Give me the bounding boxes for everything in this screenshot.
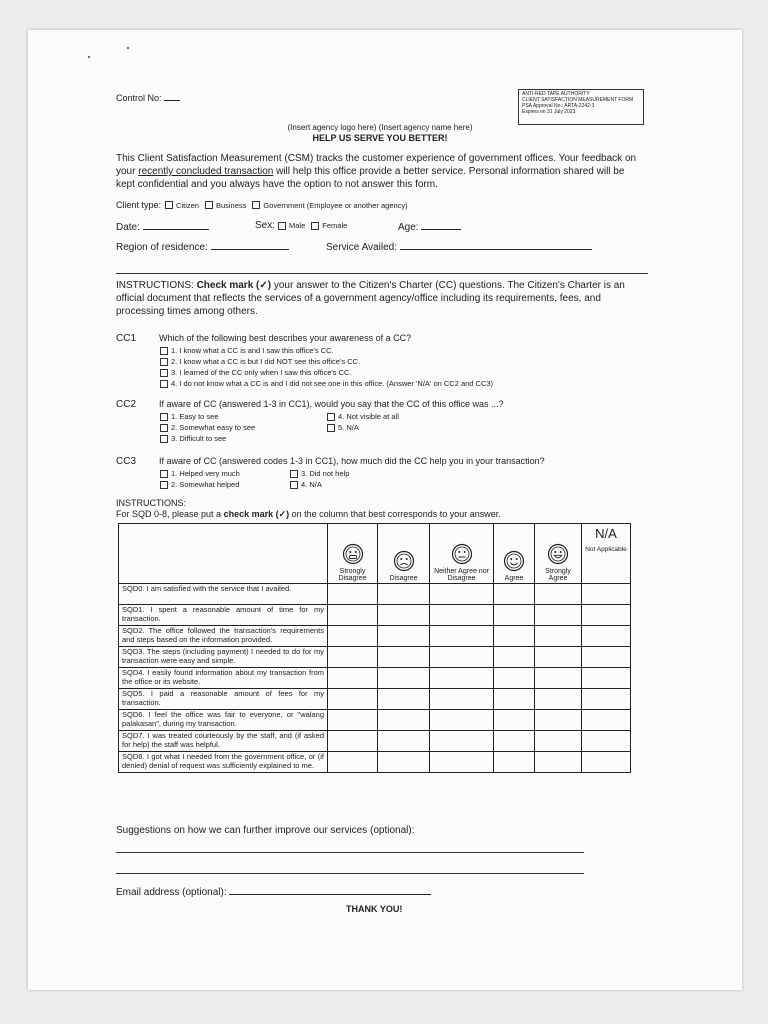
table-row bbox=[119, 668, 631, 689]
neutral-face-icon bbox=[451, 543, 473, 565]
rating-cell[interactable] bbox=[494, 731, 535, 752]
column-label: Strongly Agree bbox=[545, 568, 571, 582]
date-field bbox=[116, 220, 209, 233]
client-type-business-checkbox[interactable] bbox=[205, 201, 213, 209]
service-input[interactable] bbox=[400, 240, 592, 250]
scan-speck bbox=[88, 56, 90, 58]
rating-cell[interactable] bbox=[582, 731, 631, 752]
checkbox[interactable] bbox=[160, 424, 168, 432]
stamp-line: PSA Approval No.: ARTA-2242-3 bbox=[522, 103, 595, 109]
sad-face-icon bbox=[393, 550, 415, 572]
option-label: 4. N/A bbox=[301, 480, 322, 489]
checkbox[interactable] bbox=[327, 413, 335, 421]
instructions-lead: INSTRUCTIONS: bbox=[116, 280, 194, 291]
sex-field bbox=[255, 220, 347, 231]
rating-cell[interactable] bbox=[535, 626, 582, 647]
cc3-option-4[interactable] bbox=[290, 480, 322, 489]
rating-cell[interactable] bbox=[378, 731, 430, 752]
rating-cell[interactable] bbox=[430, 710, 494, 731]
client-type-citizen-checkbox[interactable] bbox=[165, 201, 173, 209]
option-label: 2. I know what a CC is but I did NOT see this office's CC. bbox=[171, 357, 361, 366]
rating-cell[interactable] bbox=[430, 626, 494, 647]
checkbox-label: Female bbox=[322, 221, 348, 230]
checkbox[interactable] bbox=[160, 347, 168, 355]
rating-cell[interactable] bbox=[378, 626, 430, 647]
sqd-instructions-heading: INSTRUCTIONS: bbox=[116, 498, 187, 508]
control-no-field bbox=[116, 91, 180, 103]
rating-cell[interactable] bbox=[582, 689, 631, 710]
sqd-statement: SQD1. I spent a reasonable amount of time for my transaction. bbox=[119, 605, 328, 626]
checkbox[interactable] bbox=[160, 435, 168, 443]
intro-underlined: recently concluded transaction bbox=[138, 166, 274, 177]
cc2-option-5[interactable] bbox=[327, 423, 359, 432]
cc1-option-1[interactable] bbox=[160, 346, 334, 355]
intro-text: This Client Satisfaction Measurement (CSM) tracks the customer experience of government offices. Your feedback on your bbox=[116, 153, 637, 177]
sex-female-checkbox[interactable] bbox=[311, 222, 319, 230]
table-row bbox=[119, 584, 631, 605]
instructions-text: your answer to the Citizen's Charter (CC) questions. The Citizen's Charter is an official document that reflects the services of a government agency/office including its requirements, fees, and processing times among others. bbox=[116, 280, 625, 317]
region-label: Region of residence: bbox=[116, 242, 208, 253]
rating-cell[interactable] bbox=[535, 731, 582, 752]
date-input[interactable] bbox=[143, 220, 209, 230]
email-field bbox=[116, 885, 431, 898]
option-label: 4. Not visible at all bbox=[338, 412, 399, 421]
stamp-line: Expires on 31 July 2023 bbox=[522, 109, 576, 115]
option-label: 1. Helped very much bbox=[171, 469, 240, 478]
sqd-rating-table bbox=[118, 523, 631, 773]
rating-cell[interactable] bbox=[378, 605, 430, 626]
suggestions-line-2[interactable] bbox=[116, 873, 584, 874]
option-label: 2. Somewhat helped bbox=[171, 480, 240, 489]
smile-face-icon bbox=[503, 550, 525, 572]
sqd-statement: SQD8. I got what I needed from the government office, or (if denied) denial of request was sufficiently explained to me. bbox=[119, 752, 328, 773]
rating-cell[interactable] bbox=[494, 752, 535, 773]
region-input[interactable] bbox=[211, 240, 289, 250]
sqd-statement: SQD4. I easily found information about my transaction from the office or its website. bbox=[119, 668, 328, 689]
checkbox[interactable] bbox=[290, 470, 298, 478]
suggestions-label: Suggestions on how we can further improve our services (optional): bbox=[116, 825, 415, 836]
scan-speck bbox=[127, 47, 129, 49]
rating-cell[interactable] bbox=[328, 668, 378, 689]
rating-cell[interactable] bbox=[378, 710, 430, 731]
option-label: 4. I do not know what a CC is and I did not see one in this office. (Answer 'N/A' on CC2 and CC3) bbox=[171, 379, 494, 388]
checkbox[interactable] bbox=[327, 424, 335, 432]
rating-cell[interactable] bbox=[430, 668, 494, 689]
rating-cell[interactable] bbox=[328, 689, 378, 710]
thank-you-text: THANK YOU! bbox=[346, 904, 403, 914]
rating-cell[interactable] bbox=[582, 584, 631, 605]
psa-approval-stamp bbox=[518, 89, 644, 125]
column-label: Disagree bbox=[389, 575, 418, 582]
rating-cell[interactable] bbox=[328, 647, 378, 668]
rating-cell[interactable] bbox=[535, 605, 582, 626]
very-sad-face-icon bbox=[342, 543, 364, 565]
rating-cell[interactable] bbox=[582, 668, 631, 689]
cc3-question: If aware of CC (answered codes 1-3 in CC1), how much did the CC help you in your transaction? bbox=[159, 456, 545, 466]
checkbox-label: Business bbox=[215, 200, 247, 210]
col-agree bbox=[494, 524, 535, 584]
client-type-row bbox=[116, 200, 408, 210]
rating-cell[interactable] bbox=[378, 584, 430, 605]
sqd-statement: SQD5. I paid a reasonable amount of fees for my transaction. bbox=[119, 689, 328, 710]
table-row bbox=[119, 752, 631, 773]
table-header-row bbox=[119, 524, 631, 584]
rating-cell[interactable] bbox=[582, 752, 631, 773]
age-field bbox=[398, 220, 461, 233]
sqd-instructions bbox=[116, 509, 501, 520]
sex-male-checkbox[interactable] bbox=[278, 222, 286, 230]
age-label: Age: bbox=[398, 222, 419, 233]
option-label: 3. Did not help bbox=[301, 469, 350, 478]
rating-cell[interactable] bbox=[328, 626, 378, 647]
sqd-statement: SQD0. I am satisfied with the service that I availed. bbox=[119, 584, 328, 605]
rating-cell[interactable] bbox=[535, 752, 582, 773]
service-label: Service Availed: bbox=[326, 242, 397, 253]
checkbox-label: Male bbox=[289, 221, 306, 230]
option-label: 3. I learned of the CC only when I saw this office's CC. bbox=[171, 368, 352, 377]
check-mark-text: Check mark (✓) bbox=[196, 280, 272, 291]
rating-cell[interactable] bbox=[535, 647, 582, 668]
col-disagree bbox=[378, 524, 430, 584]
client-type-label: Client type: bbox=[116, 200, 162, 210]
option-label: 5. N/A bbox=[338, 423, 359, 432]
rating-cell[interactable] bbox=[378, 668, 430, 689]
sqd-statement: SQD7. I was treated courteously by the staff, and (if asked for help) the staff was helpful. bbox=[119, 731, 328, 752]
cc3-option-3[interactable] bbox=[290, 469, 349, 478]
rating-cell[interactable] bbox=[430, 605, 494, 626]
checkbox[interactable] bbox=[160, 481, 168, 489]
column-label: Strongly Disagree bbox=[338, 568, 367, 582]
option-label: 3. Difficult to see bbox=[171, 434, 227, 443]
form-page bbox=[28, 30, 742, 990]
section-divider bbox=[116, 273, 648, 274]
instructions-text: For SQD 0-8, please put a bbox=[116, 509, 224, 519]
option-label: 2. Somewhat easy to see bbox=[171, 423, 256, 432]
checkbox[interactable] bbox=[160, 380, 168, 388]
rating-cell[interactable] bbox=[582, 605, 631, 626]
rating-cell[interactable] bbox=[430, 731, 494, 752]
na-title: N/A bbox=[595, 526, 617, 541]
big-smile-face-icon bbox=[547, 543, 569, 565]
table-row bbox=[119, 605, 631, 626]
sqd-statement: SQD3. The steps (including payment) I needed to do for my transaction were easy and simple. bbox=[119, 647, 328, 668]
cc1-option-2[interactable] bbox=[160, 357, 360, 366]
cc2-option-3[interactable] bbox=[160, 434, 226, 443]
rating-cell[interactable] bbox=[430, 752, 494, 773]
cc1-question: Which of the following best describes your awareness of a CC? bbox=[159, 333, 412, 343]
rating-cell[interactable] bbox=[328, 752, 378, 773]
rating-cell[interactable] bbox=[328, 584, 378, 605]
rating-cell[interactable] bbox=[582, 626, 631, 647]
instructions-text: on the column that best corresponds to your answer. bbox=[289, 509, 501, 519]
cc1-option-3[interactable] bbox=[160, 368, 352, 377]
client-type-government-checkbox[interactable] bbox=[252, 201, 260, 209]
table-row bbox=[119, 647, 631, 668]
intro-paragraph bbox=[116, 152, 646, 191]
sqd-statement: SQD2. The office followed the transaction's requirements and steps based on the information provided. bbox=[119, 626, 328, 647]
statement-header bbox=[119, 524, 328, 584]
cc3-code: CC3 bbox=[116, 456, 137, 467]
rating-cell[interactable] bbox=[535, 668, 582, 689]
rating-cell[interactable] bbox=[378, 752, 430, 773]
cc2-option-1[interactable] bbox=[160, 412, 219, 421]
form-title: HELP US SERVE YOU BETTER! bbox=[312, 133, 448, 143]
column-label: Agree bbox=[504, 575, 524, 582]
cc2-question: If aware of CC (answered 1-3 in CC1), would you say that the CC of this office was ...? bbox=[159, 399, 504, 409]
intro-text: will help this office provide a better service. Personal information shared will be kept confidential and you always have the option to not answer this form. bbox=[116, 166, 625, 190]
age-input[interactable] bbox=[421, 220, 461, 230]
rating-cell[interactable] bbox=[378, 689, 430, 710]
checkbox[interactable] bbox=[160, 358, 168, 366]
rating-cell[interactable] bbox=[535, 584, 582, 605]
table-row bbox=[119, 710, 631, 731]
rating-cell[interactable] bbox=[328, 605, 378, 626]
cc3-option-2[interactable] bbox=[160, 480, 239, 489]
control-no-input[interactable] bbox=[164, 91, 180, 101]
check-mark-text: check mark (✓) bbox=[223, 509, 290, 519]
cc2-option-2[interactable] bbox=[160, 423, 255, 432]
option-label: 1. Easy to see bbox=[171, 412, 219, 421]
checkbox[interactable] bbox=[160, 470, 168, 478]
col-neither bbox=[430, 524, 494, 584]
checkbox[interactable] bbox=[160, 413, 168, 421]
rating-cell[interactable] bbox=[494, 584, 535, 605]
service-field bbox=[326, 240, 592, 253]
region-field bbox=[116, 240, 289, 253]
col-strongly-agree bbox=[535, 524, 582, 584]
rating-cell[interactable] bbox=[494, 689, 535, 710]
rating-cell[interactable] bbox=[328, 710, 378, 731]
sqd-statement: SQD6. I feel the office was fair to everyone, or "walang palakasan", during my transaction. bbox=[119, 710, 328, 731]
rating-cell[interactable] bbox=[582, 710, 631, 731]
cc3-option-1[interactable] bbox=[160, 469, 240, 478]
date-label: Date: bbox=[116, 222, 140, 233]
stamp-line: CLIENT SATISFACTION MEASUREMENT FORM bbox=[522, 97, 634, 103]
col-not-applicable bbox=[582, 524, 631, 584]
rating-cell[interactable] bbox=[535, 710, 582, 731]
agency-placeholder: (Insert agency logo here) (Insert agency name here) bbox=[287, 123, 473, 132]
email-label: Email address (optional): bbox=[116, 887, 227, 898]
column-label: Neither Agree nor Disagree bbox=[434, 568, 489, 582]
rating-cell[interactable] bbox=[430, 647, 494, 668]
rating-cell[interactable] bbox=[328, 731, 378, 752]
checkbox-label: Government (Employee or another agency) bbox=[263, 200, 408, 210]
cc2-code: CC2 bbox=[116, 399, 137, 410]
control-no-label: Control No: bbox=[116, 93, 162, 103]
rating-cell[interactable] bbox=[494, 605, 535, 626]
rating-cell[interactable] bbox=[494, 626, 535, 647]
table-row bbox=[119, 731, 631, 752]
table-row bbox=[119, 689, 631, 710]
cc1-option-4[interactable] bbox=[160, 379, 493, 388]
rating-cell[interactable] bbox=[378, 647, 430, 668]
rating-cell[interactable] bbox=[494, 668, 535, 689]
rating-cell[interactable] bbox=[494, 710, 535, 731]
na-subtitle: Not Applicable bbox=[585, 546, 627, 553]
rating-cell[interactable] bbox=[535, 689, 582, 710]
rating-cell[interactable] bbox=[430, 584, 494, 605]
rating-cell[interactable] bbox=[494, 647, 535, 668]
email-input[interactable] bbox=[229, 885, 431, 895]
stamp-line: ANTI-RED TAPE AUTHORITY bbox=[522, 91, 590, 97]
rating-cell[interactable] bbox=[430, 689, 494, 710]
table-row bbox=[119, 626, 631, 647]
sex-label: Sex: bbox=[255, 220, 276, 231]
cc2-option-4[interactable] bbox=[327, 412, 399, 421]
checkbox-label: Citizen bbox=[176, 200, 199, 210]
checkbox[interactable] bbox=[290, 481, 298, 489]
cc1-code: CC1 bbox=[116, 333, 137, 344]
col-strongly-disagree bbox=[328, 524, 378, 584]
checkbox[interactable] bbox=[160, 369, 168, 377]
option-label: 1. I know what a CC is and I saw this office's CC. bbox=[171, 346, 334, 355]
cc-instructions bbox=[116, 279, 648, 318]
suggestions-line-1[interactable] bbox=[116, 852, 584, 853]
rating-cell[interactable] bbox=[582, 647, 631, 668]
